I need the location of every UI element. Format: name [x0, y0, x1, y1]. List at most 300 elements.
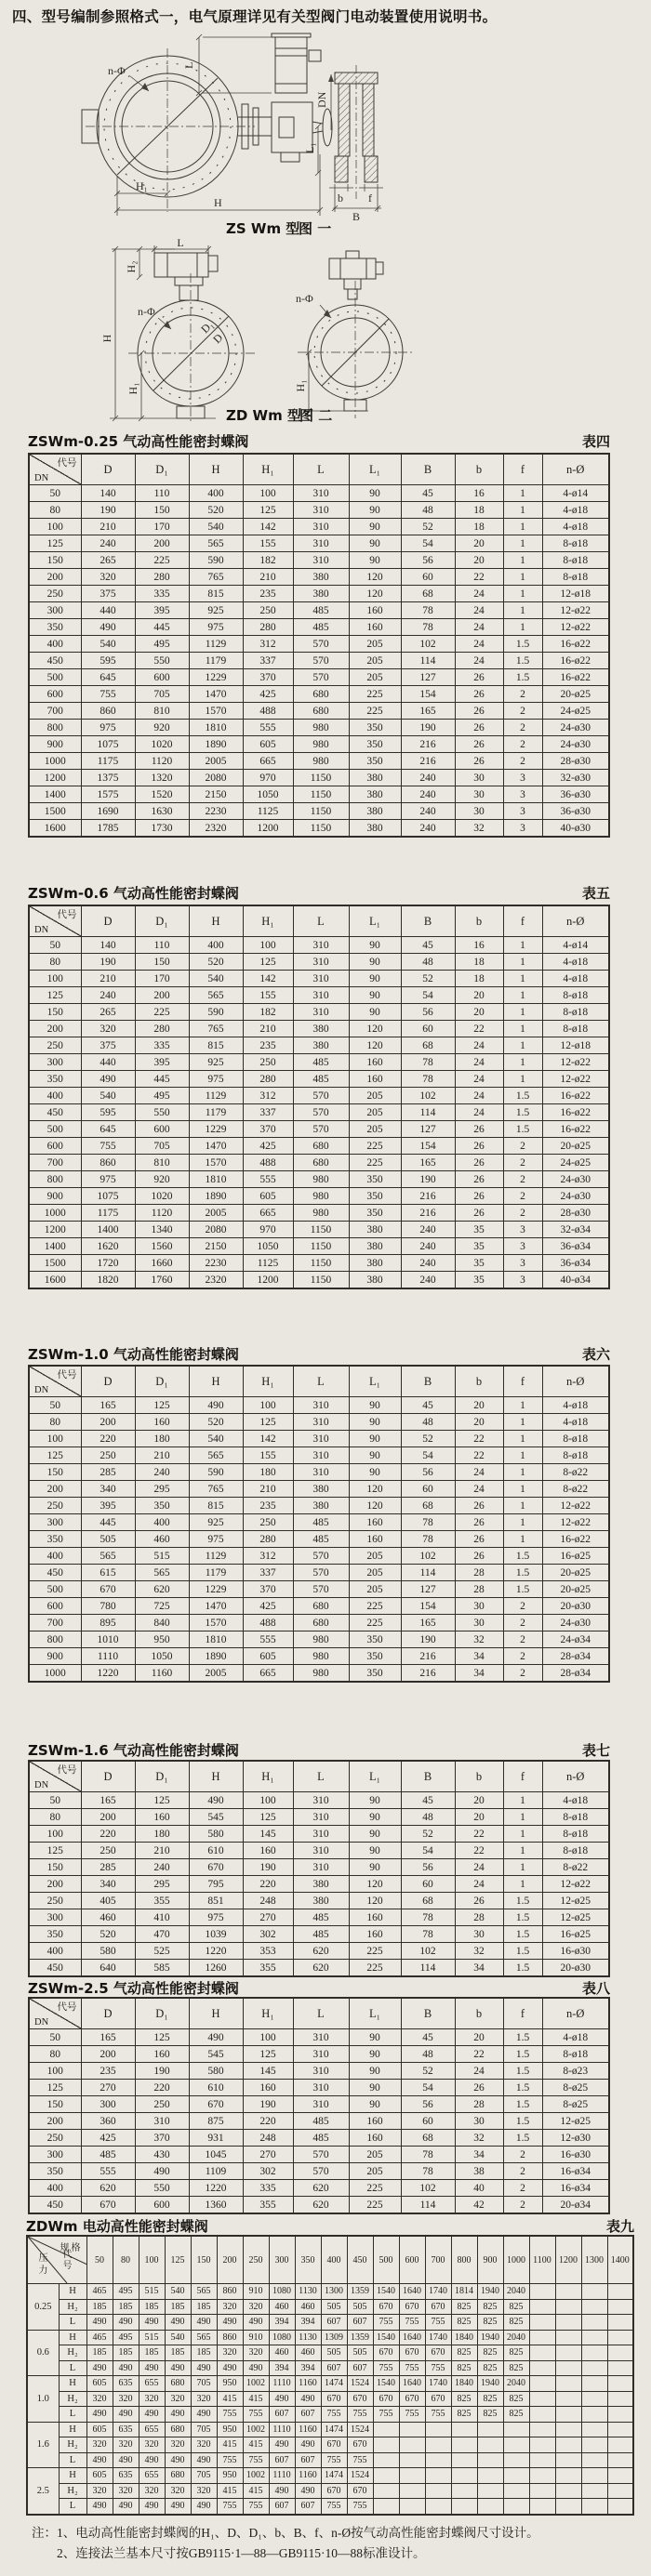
value-cell: 48 [401, 1414, 455, 1431]
value-cell: 825 [477, 2315, 503, 2331]
value-cell: 160 [349, 1514, 401, 1531]
value-cell: 1 [503, 1843, 542, 1859]
value-cell: 610 [189, 1843, 243, 1859]
dn-cell: 200 [29, 1021, 81, 1037]
value-cell: 607 [269, 2452, 295, 2468]
value-cell [451, 2483, 477, 2499]
value-cell: 310 [293, 1431, 349, 1447]
value-cell: 655 [139, 2468, 165, 2484]
value-cell [425, 2499, 451, 2515]
dn-cell: 900 [29, 1188, 81, 1205]
value-cell: 52 [401, 1431, 455, 1447]
value-cell: 355 [135, 1893, 189, 1909]
value-cell: 975 [81, 720, 135, 736]
value-cell: 545 [189, 1809, 243, 1826]
value-cell: 8-ø18 [542, 1809, 609, 1826]
value-cell: 580 [81, 1943, 135, 1960]
value-cell: 240 [401, 803, 455, 820]
value-cell: 22 [455, 1431, 503, 1447]
value-cell: 12-ø25 [542, 2113, 609, 2130]
value-cell: 925 [189, 1514, 243, 1531]
value-cell: 8-ø25 [542, 2096, 609, 2113]
value-cell: 1150 [293, 786, 349, 803]
value-cell: 1 [503, 1859, 542, 1876]
value-cell: 30 [455, 2113, 503, 2130]
value-cell: 1150 [293, 1255, 349, 1272]
value-cell: 68 [401, 2130, 455, 2147]
value-cell: 1 [503, 937, 542, 954]
value-cell: 30 [455, 770, 503, 786]
table-row [29, 619, 609, 636]
table-row [29, 1431, 609, 1447]
value-cell: 337 [243, 1104, 293, 1121]
value-cell: 1 [503, 502, 542, 519]
value-cell [529, 2315, 555, 2331]
value-cell: 8-ø18 [542, 987, 609, 1004]
value-cell: 154 [401, 1138, 455, 1155]
value-cell: 2 [503, 2147, 542, 2163]
value-cell: 1 [503, 602, 542, 619]
value-cell: 270 [243, 2147, 293, 2163]
value-cell: 607 [295, 2407, 321, 2423]
value-cell: 120 [349, 1021, 401, 1037]
value-cell: 2150 [189, 786, 243, 803]
value-cell: 125 [135, 2029, 189, 2046]
value-cell: 205 [349, 1104, 401, 1121]
value-cell: 1220 [81, 1665, 135, 1683]
value-cell: 240 [401, 786, 455, 803]
table-row [29, 2096, 609, 2113]
value-cell: 8-ø18 [542, 2046, 609, 2063]
row-label-cell: H₂ [59, 2437, 86, 2453]
dn-cell: 100 [29, 1826, 81, 1843]
column-header: D₁ [135, 1761, 189, 1792]
value-cell [477, 2452, 503, 2468]
dn-cell: 1500 [29, 803, 81, 820]
value-cell: 620 [293, 1960, 349, 1977]
value-cell: 755 [217, 2452, 243, 2468]
value-cell: 755 [243, 2499, 269, 2515]
value-cell: 680 [293, 1598, 349, 1615]
value-cell: 394 [295, 2315, 321, 2331]
column-header: D [81, 454, 135, 485]
value-cell: 185 [86, 2345, 113, 2361]
value-cell: 16-ø22 [542, 669, 609, 686]
value-cell: 60 [401, 2113, 455, 2130]
value-cell: 4-ø18 [542, 519, 609, 535]
value-cell: 190 [243, 2096, 293, 2113]
value-cell: 38 [455, 2163, 503, 2180]
value-cell: 1640 [399, 2284, 425, 2300]
value-cell: 515 [139, 2284, 165, 2300]
value-cell: 1002 [243, 2468, 269, 2484]
value-cell: 265 [81, 1004, 135, 1021]
value-cell [529, 2437, 555, 2453]
value-cell: 810 [135, 703, 189, 720]
table-row [29, 1205, 609, 1222]
value-cell: 670 [373, 2391, 399, 2407]
value-cell: 220 [243, 2113, 293, 2130]
table-row [29, 736, 609, 753]
value-cell [555, 2452, 581, 2468]
dim-label-H2: H₂ [125, 260, 138, 273]
value-cell: 1.5 [503, 636, 542, 653]
dn-column-header: 1100 [529, 2236, 555, 2284]
table-tag: 表八 [581, 1980, 610, 1997]
value-cell: 56 [401, 1004, 455, 1021]
value-cell: 670 [373, 2345, 399, 2361]
value-cell: 485 [293, 2113, 349, 2130]
value-cell: 205 [349, 1548, 401, 1565]
dn-column-header: 350 [295, 2236, 321, 2284]
value-cell: 165 [401, 1615, 455, 1631]
value-cell: 114 [401, 2197, 455, 2214]
value-cell: 90 [349, 1464, 401, 1481]
value-cell: 670 [425, 2299, 451, 2315]
table-tag: 表九 [605, 2218, 634, 2235]
value-cell: 1470 [189, 686, 243, 703]
value-cell: 1.5 [503, 1943, 542, 1960]
value-cell: 16-ø22 [542, 1531, 609, 1548]
value-cell: 185 [113, 2345, 139, 2361]
value-cell: 1890 [189, 1648, 243, 1665]
value-cell: 335 [135, 1037, 189, 1054]
value-cell: 1520 [135, 786, 189, 803]
value-cell: 36-ø34 [542, 1238, 609, 1255]
value-cell: 90 [349, 1414, 401, 1431]
table-row [29, 1447, 609, 1464]
value-cell: 52 [401, 519, 455, 535]
value-cell: 485 [293, 1071, 349, 1088]
value-cell: 665 [243, 1665, 293, 1683]
table-row [29, 1021, 609, 1037]
value-cell: 1050 [243, 786, 293, 803]
dim-label-H: H [214, 196, 222, 209]
value-cell: 4-ø14 [542, 937, 609, 954]
value-cell: 400 [135, 1514, 189, 1531]
value-cell: 26 [455, 1205, 503, 1222]
value-cell: 52 [401, 971, 455, 987]
value-cell: 155 [243, 987, 293, 1004]
value-cell: 310 [293, 1809, 349, 1826]
value-cell: 90 [349, 971, 401, 987]
value-cell: 1175 [81, 753, 135, 770]
dim-label-n-phi: n-Φ [138, 305, 155, 318]
value-cell: 490 [191, 2315, 217, 2331]
value-cell: 24 [455, 1104, 503, 1121]
value-cell: 395 [135, 1054, 189, 1071]
value-cell: 825 [451, 2299, 477, 2315]
value-cell [477, 2437, 503, 2453]
value-cell: 490 [113, 2360, 139, 2376]
value-cell: 1.5 [503, 2029, 542, 2046]
dimension-table [28, 1997, 610, 2214]
table-row [27, 2376, 633, 2392]
value-cell: 2 [503, 1171, 542, 1188]
dim-label-L1: L₁ [303, 142, 316, 153]
table-row [29, 1481, 609, 1498]
value-cell: 755 [399, 2407, 425, 2423]
value-cell: 1110 [269, 2422, 295, 2437]
value-cell: 36-ø30 [542, 786, 609, 803]
value-cell: 250 [243, 1054, 293, 1071]
value-cell: 570 [293, 669, 349, 686]
value-cell: 670 [189, 1859, 243, 1876]
table-row [29, 1893, 609, 1909]
column-header: b [455, 1998, 503, 2029]
value-cell [581, 2391, 607, 2407]
value-cell [529, 2284, 555, 2300]
dn-cell: 80 [29, 1809, 81, 1826]
corner-bottom-label: DN [34, 2017, 49, 2028]
value-cell: 110 [135, 937, 189, 954]
table-row [29, 2080, 609, 2096]
value-cell: 2005 [189, 1205, 243, 1222]
value-cell: 18 [455, 954, 503, 971]
value-cell: 26 [455, 1531, 503, 1548]
value-cell: 705 [191, 2376, 217, 2392]
right-dimension-lines [303, 305, 368, 414]
value-cell: 1150 [293, 803, 349, 820]
value-cell: 2 [503, 1155, 542, 1171]
value-cell [529, 2483, 555, 2499]
value-cell: 1130 [295, 2284, 321, 2300]
dn-cell: 450 [29, 1104, 81, 1121]
value-cell: 302 [243, 1926, 293, 1943]
value-cell: 1129 [189, 1548, 243, 1565]
value-cell: 3 [503, 770, 542, 786]
value-cell: 490 [86, 2360, 113, 2376]
value-cell: 490 [139, 2407, 165, 2423]
table-row [29, 2063, 609, 2080]
value-cell: 495 [135, 636, 189, 653]
value-cell [555, 2407, 581, 2423]
table-row [29, 2046, 609, 2063]
value-cell: 1740 [425, 2284, 451, 2300]
value-cell: 190 [401, 720, 455, 736]
value-cell: 28-ø34 [542, 1665, 609, 1683]
column-header: H [189, 1366, 243, 1397]
value-cell: 565 [81, 1548, 135, 1565]
value-cell: 520 [189, 1414, 243, 1431]
value-cell: 525 [135, 1943, 189, 1960]
value-cell [555, 2284, 581, 2300]
value-cell: 460 [269, 2345, 295, 2361]
value-cell: 540 [81, 636, 135, 653]
value-cell: 2230 [189, 1255, 243, 1272]
value-cell: 240 [401, 1255, 455, 1272]
value-cell: 1160 [135, 1665, 189, 1683]
value-cell: 670 [425, 2391, 451, 2407]
value-cell: 1220 [189, 1943, 243, 1960]
value-cell: 490 [243, 2360, 269, 2376]
value-cell: 355 [243, 1960, 293, 1977]
value-cell: 125 [243, 1414, 293, 1431]
value-cell [451, 2437, 477, 2453]
value-cell: 395 [135, 602, 189, 619]
value-cell: 755 [425, 2407, 451, 2423]
value-cell: 205 [349, 1088, 401, 1104]
value-cell: 12-ø22 [542, 1054, 609, 1071]
table-row [29, 1464, 609, 1481]
value-cell: 600 [135, 669, 189, 686]
value-cell: 145 [243, 1826, 293, 1843]
column-header: H₁ [243, 1761, 293, 1792]
corner-spec-label: 规格 [60, 2243, 83, 2253]
value-cell: 1 [503, 552, 542, 569]
value-cell: 400 [189, 485, 243, 502]
value-cell: 605 [86, 2422, 113, 2437]
value-cell [425, 2437, 451, 2453]
value-cell: 490 [189, 1397, 243, 1414]
table-row [29, 1054, 609, 1071]
table-row [29, 1581, 609, 1598]
value-cell: 16-ø30 [542, 2147, 609, 2163]
value-cell: 12-ø18 [542, 586, 609, 602]
dim-label-H: H [100, 334, 113, 343]
value-cell: 860 [217, 2330, 243, 2345]
value-cell: 100 [243, 937, 293, 954]
dn-cell: 100 [29, 2063, 81, 2080]
value-cell: 1.5 [503, 1104, 542, 1121]
value-cell: 1 [503, 1792, 542, 1809]
table-tag: 表六 [581, 1346, 610, 1363]
value-cell: 1.5 [503, 669, 542, 686]
value-cell: 165 [81, 1792, 135, 1809]
value-cell: 185 [139, 2299, 165, 2315]
value-cell [581, 2284, 607, 2300]
table-tag: 表五 [581, 885, 610, 902]
value-cell: 312 [243, 1548, 293, 1565]
dn-column-header: 200 [217, 2236, 243, 2284]
value-cell: 825 [477, 2299, 503, 2315]
table-row [29, 971, 609, 987]
value-cell: 78 [401, 602, 455, 619]
value-cell: 670 [81, 2197, 135, 2214]
value-cell [581, 2360, 607, 2376]
column-header: D₁ [135, 905, 189, 937]
value-cell: 3 [503, 786, 542, 803]
table-row [29, 1121, 609, 1138]
value-cell: 320 [139, 2437, 165, 2453]
value-cell: 78 [401, 2147, 455, 2163]
value-cell: 335 [243, 2180, 293, 2197]
value-cell: 620 [293, 1943, 349, 1960]
value-cell: 20-ø25 [542, 1581, 609, 1598]
corner-top-label: 代号 [57, 1370, 77, 1380]
value-cell: 610 [189, 2080, 243, 2096]
value-cell [477, 2499, 503, 2515]
value-cell [607, 2284, 633, 2300]
column-header: f [503, 1761, 542, 1792]
value-cell: 1 [503, 1498, 542, 1514]
value-cell: 125 [135, 1792, 189, 1809]
value-cell: 26 [455, 1138, 503, 1155]
value-cell [555, 2499, 581, 2515]
value-cell: 20 [455, 1397, 503, 1414]
value-cell [451, 2499, 477, 2515]
column-header: b [455, 1761, 503, 1792]
value-cell: 1 [503, 1514, 542, 1531]
value-cell: 210 [81, 519, 135, 535]
value-cell: 490 [165, 2407, 191, 2423]
value-cell: 445 [135, 1071, 189, 1088]
value-cell: 26 [455, 720, 503, 736]
table-row [29, 1104, 609, 1121]
value-cell: 1179 [189, 1104, 243, 1121]
value-cell: 160 [349, 2130, 401, 2147]
value-cell: 160 [349, 602, 401, 619]
value-cell: 1 [503, 987, 542, 1004]
value-cell: 127 [401, 1581, 455, 1598]
value-cell: 2 [503, 1648, 542, 1665]
value-cell: 975 [189, 619, 243, 636]
value-cell: 200 [135, 535, 189, 552]
value-cell [581, 2437, 607, 2453]
value-cell: 488 [243, 1155, 293, 1171]
value-cell [581, 2330, 607, 2345]
corner-top-label: 代号 [57, 2002, 77, 2013]
column-header: D [81, 1761, 135, 1792]
table-row [27, 2345, 633, 2361]
value-cell [555, 2330, 581, 2345]
value-cell: 490 [86, 2407, 113, 2423]
dn-cell: 200 [29, 569, 81, 586]
value-cell: 2 [503, 686, 542, 703]
value-cell: 970 [243, 1222, 293, 1238]
footnotes [32, 2523, 618, 2563]
value-cell: 3 [503, 1272, 542, 1289]
figure1-caption: 图 一 [299, 220, 332, 237]
value-cell: 755 [347, 2407, 373, 2423]
value-cell: 320 [165, 2391, 191, 2407]
value-cell: 24 [455, 1464, 503, 1481]
value-cell: 565 [135, 1565, 189, 1581]
pressure-cell: 2.5 [27, 2468, 59, 2515]
value-cell: 1840 [451, 2376, 477, 2392]
value-cell: 205 [349, 669, 401, 686]
value-cell: 142 [243, 1431, 293, 1447]
value-cell: 160 [349, 1909, 401, 1926]
value-cell: 320 [165, 2483, 191, 2499]
value-cell: 24 [455, 1071, 503, 1088]
dn-column-header: 900 [477, 2236, 503, 2284]
table-row [27, 2452, 633, 2468]
value-cell: 24 [455, 1054, 503, 1071]
value-cell: 355 [243, 2197, 293, 2214]
value-cell: 680 [293, 703, 349, 720]
value-cell: 550 [135, 2180, 189, 2197]
value-cell: 310 [293, 2046, 349, 2063]
value-cell: 30 [455, 786, 503, 803]
table-row [29, 636, 609, 653]
value-cell: 570 [293, 636, 349, 653]
pressure-cell: 1.6 [27, 2422, 59, 2468]
corner-top-label: 代号 [57, 1765, 77, 1776]
value-cell: 1 [503, 1054, 542, 1071]
value-cell: 248 [243, 1893, 293, 1909]
dn-cell: 50 [29, 2029, 81, 2046]
value-cell: 405 [81, 1893, 135, 1909]
value-cell: 310 [293, 1843, 349, 1859]
table-row [29, 1876, 609, 1893]
dn-cell: 450 [29, 1565, 81, 1581]
value-cell: 225 [349, 703, 401, 720]
value-cell: 36-ø30 [542, 803, 609, 820]
value-cell: 22 [455, 1826, 503, 1843]
value-cell: 2 [503, 720, 542, 736]
value-cell: 310 [293, 1414, 349, 1431]
